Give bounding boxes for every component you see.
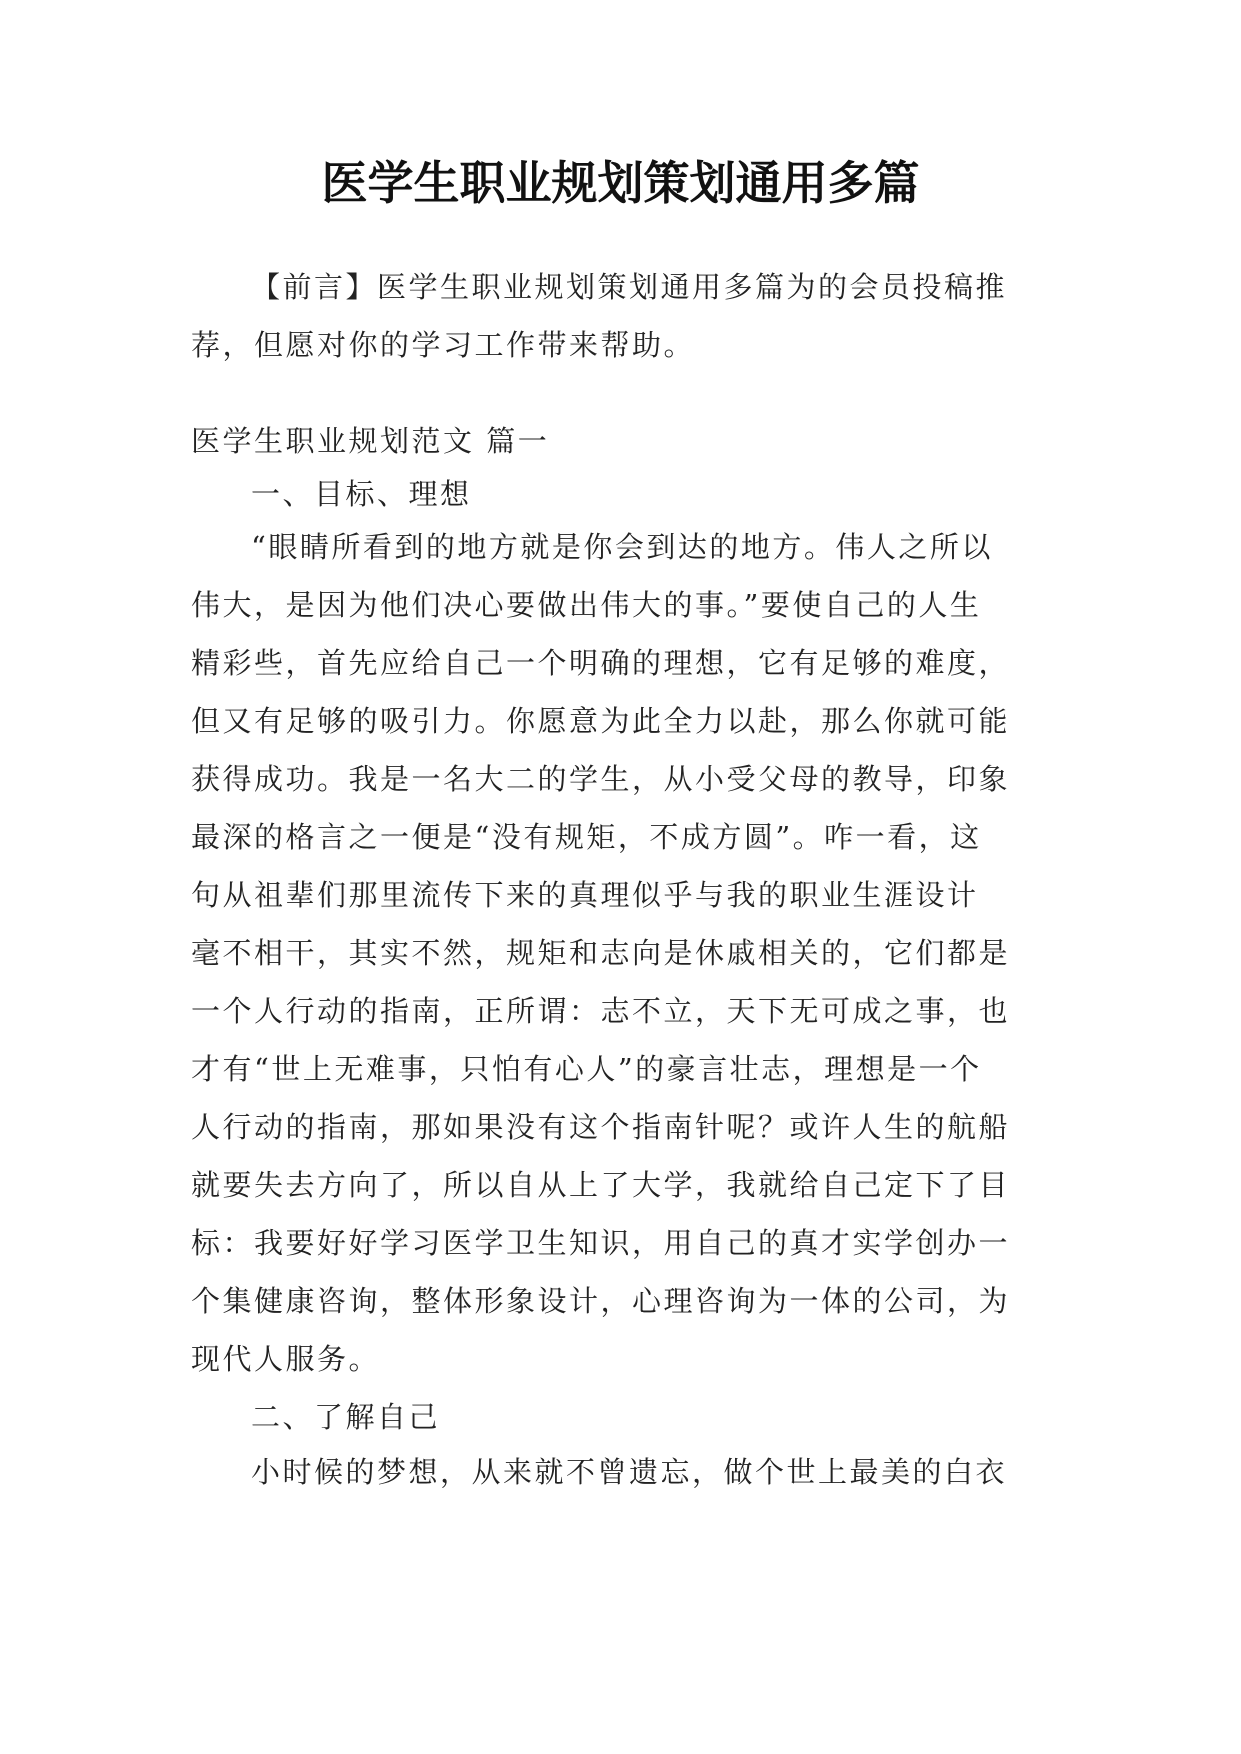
paragraph-line: 人行动的指南，那如果没有这个指南针呢？或许人生的航船 xyxy=(191,1110,1011,1144)
paragraph-line: 但又有足够的吸引力。你愿意为此全力以赴，那么你就可能 xyxy=(191,704,1011,738)
heading-goals: 一、目标、理想 xyxy=(251,477,472,511)
preface-paragraph xyxy=(191,258,1051,374)
paragraph-line: 最深的格言之一便是“没有规矩，不成方圆”。咋一看，这 xyxy=(191,820,982,854)
preface-line: 荐，但愿对你的学习工作带来帮助。 xyxy=(191,328,696,362)
paragraph-line: 才有“世上无难事，只怕有心人”的豪言壮志，理想是一个 xyxy=(191,1052,982,1086)
paragraph-line: 精彩些，首先应给自己一个明确的理想，它有足够的难度， xyxy=(191,646,1011,680)
paragraph-line: “眼睛所看到的地方就是你会到达的地方。伟人之所以 xyxy=(251,530,993,564)
paragraph-line: 现代人服务。 xyxy=(191,1342,381,1376)
section-title: 医学生职业规划范文 篇一 xyxy=(191,424,550,458)
preface-line: 【前言】医学生职业规划策划通用多篇为的会员投稿推 xyxy=(251,270,1008,304)
paragraph-line: 伟大，是因为他们决心要做出伟大的事。”要使自己的人生 xyxy=(191,588,982,622)
paragraph-line: 句从祖辈们那里流传下来的真理似乎与我的职业生涯设计 xyxy=(191,878,979,912)
paragraph-self-knowledge xyxy=(191,1443,1051,1501)
document-title: 医学生职业规划策划通用多篇 xyxy=(321,156,920,210)
paragraph-line: 一个人行动的指南，正所谓：志不立，天下无可成之事，也 xyxy=(191,994,1011,1028)
paragraph-goals xyxy=(191,518,1051,1388)
paragraph-line: 小时候的梦想，从来就不曾遗忘，做个世上最美的白衣 xyxy=(251,1455,1008,1489)
paragraph-line: 毫不相干，其实不然，规矩和志向是休戚相关的，它们都是 xyxy=(191,936,1011,970)
heading-self-knowledge: 二、了解自己 xyxy=(251,1400,441,1434)
paragraph-line: 标：我要好好学习医学卫生知识，用自己的真才实学创办一 xyxy=(191,1226,1011,1260)
paragraph-line: 就要失去方向了，所以自从上了大学，我就给自己定下了目 xyxy=(191,1168,1011,1202)
paragraph-line: 个集健康咨询，整体形象设计，心理咨询为一体的公司，为 xyxy=(191,1284,1011,1318)
paragraph-line: 获得成功。我是一名大二的学生，从小受父母的教导，印象 xyxy=(191,762,1011,796)
